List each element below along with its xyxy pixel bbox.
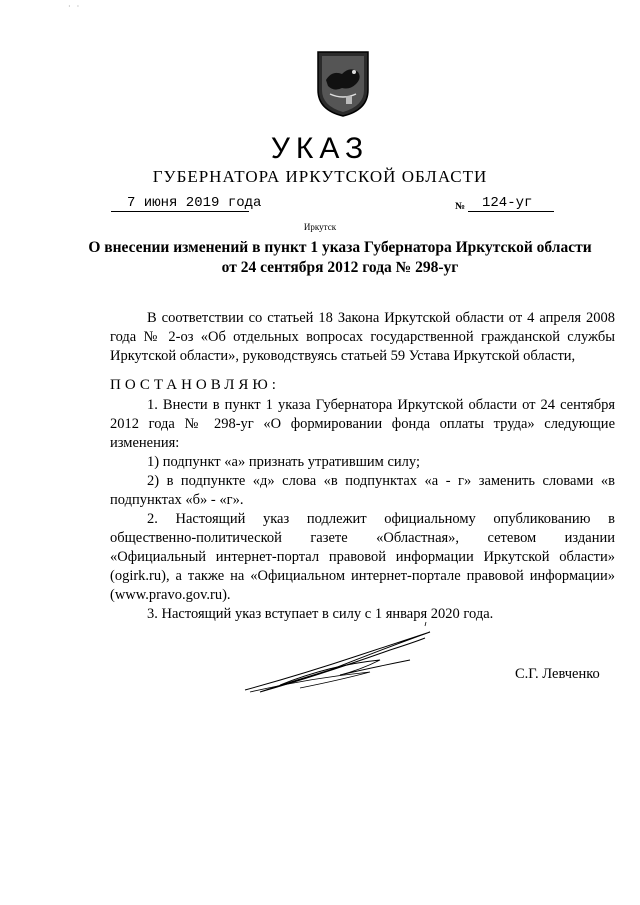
handwritten-signature bbox=[240, 620, 440, 700]
date-underline bbox=[111, 211, 249, 212]
document-type-title: УКАЗ bbox=[270, 132, 370, 165]
city-label: Иркутск bbox=[303, 222, 337, 232]
item-2: 2. Настоящий указ подлежит официальному опубликованию в общественно-политической газете «Областная», сетевом издании «Официальный интернет-портал правовой информации Иркутской области» (ogirk.ru), а также на «Официальном интернет-портале правовой информации» (www.pravo.gov.ru). bbox=[110, 511, 615, 603]
item-1-subitem-2: 2) в подпункте «д» слова «в подпунктах «а - г» заменить словами «в подпунктах «б» - «г». bbox=[110, 473, 615, 508]
document-title-line1: О внесении изменений в пункт 1 указа Губернатора Иркутской области bbox=[88, 239, 592, 256]
preamble: В соответствии со статьей 18 Закона Иркутской области от 4 апреля 2008 года № 2-оз «Об отдельных вопросах государственной гражданской службы Иркутской области», руководствуясь статьей 59 Устава Иркутской области, bbox=[110, 310, 615, 364]
scan-mark: · · bbox=[68, 2, 82, 11]
item-1: 1. Внести в пункт 1 указа Губернатора Иркутской области от 24 сентября 2012 года № 298-уг «О формировании фонда оплаты труда» следующие изменения: bbox=[110, 397, 615, 451]
item-1-subitem-1: 1) подпункт «а» признать утратившим силу; bbox=[147, 454, 420, 470]
issuer-title: ГУБЕРНАТОРА ИРКУТСКОЙ ОБЛАСТИ bbox=[152, 167, 488, 186]
document-body bbox=[110, 309, 615, 366]
decree-date: 7 июня 2019 года bbox=[127, 195, 262, 211]
document-title-line2: от 24 сентября 2012 года № 298-уг bbox=[221, 259, 459, 276]
document-title bbox=[60, 238, 620, 278]
signer-name: С.Г. Левченко bbox=[515, 666, 600, 682]
decree-keyword: ПОСТАНОВЛЯЮ: bbox=[110, 377, 280, 393]
number-underline bbox=[468, 211, 554, 212]
decree-items bbox=[110, 396, 615, 624]
item-3: 3. Настоящий указ вступает в силу с 1 января 2020 года. bbox=[147, 606, 494, 622]
irkutsk-coat-of-arms-icon bbox=[316, 50, 370, 118]
decree-number: 124-уг bbox=[482, 195, 533, 211]
number-sign: № bbox=[455, 201, 466, 212]
